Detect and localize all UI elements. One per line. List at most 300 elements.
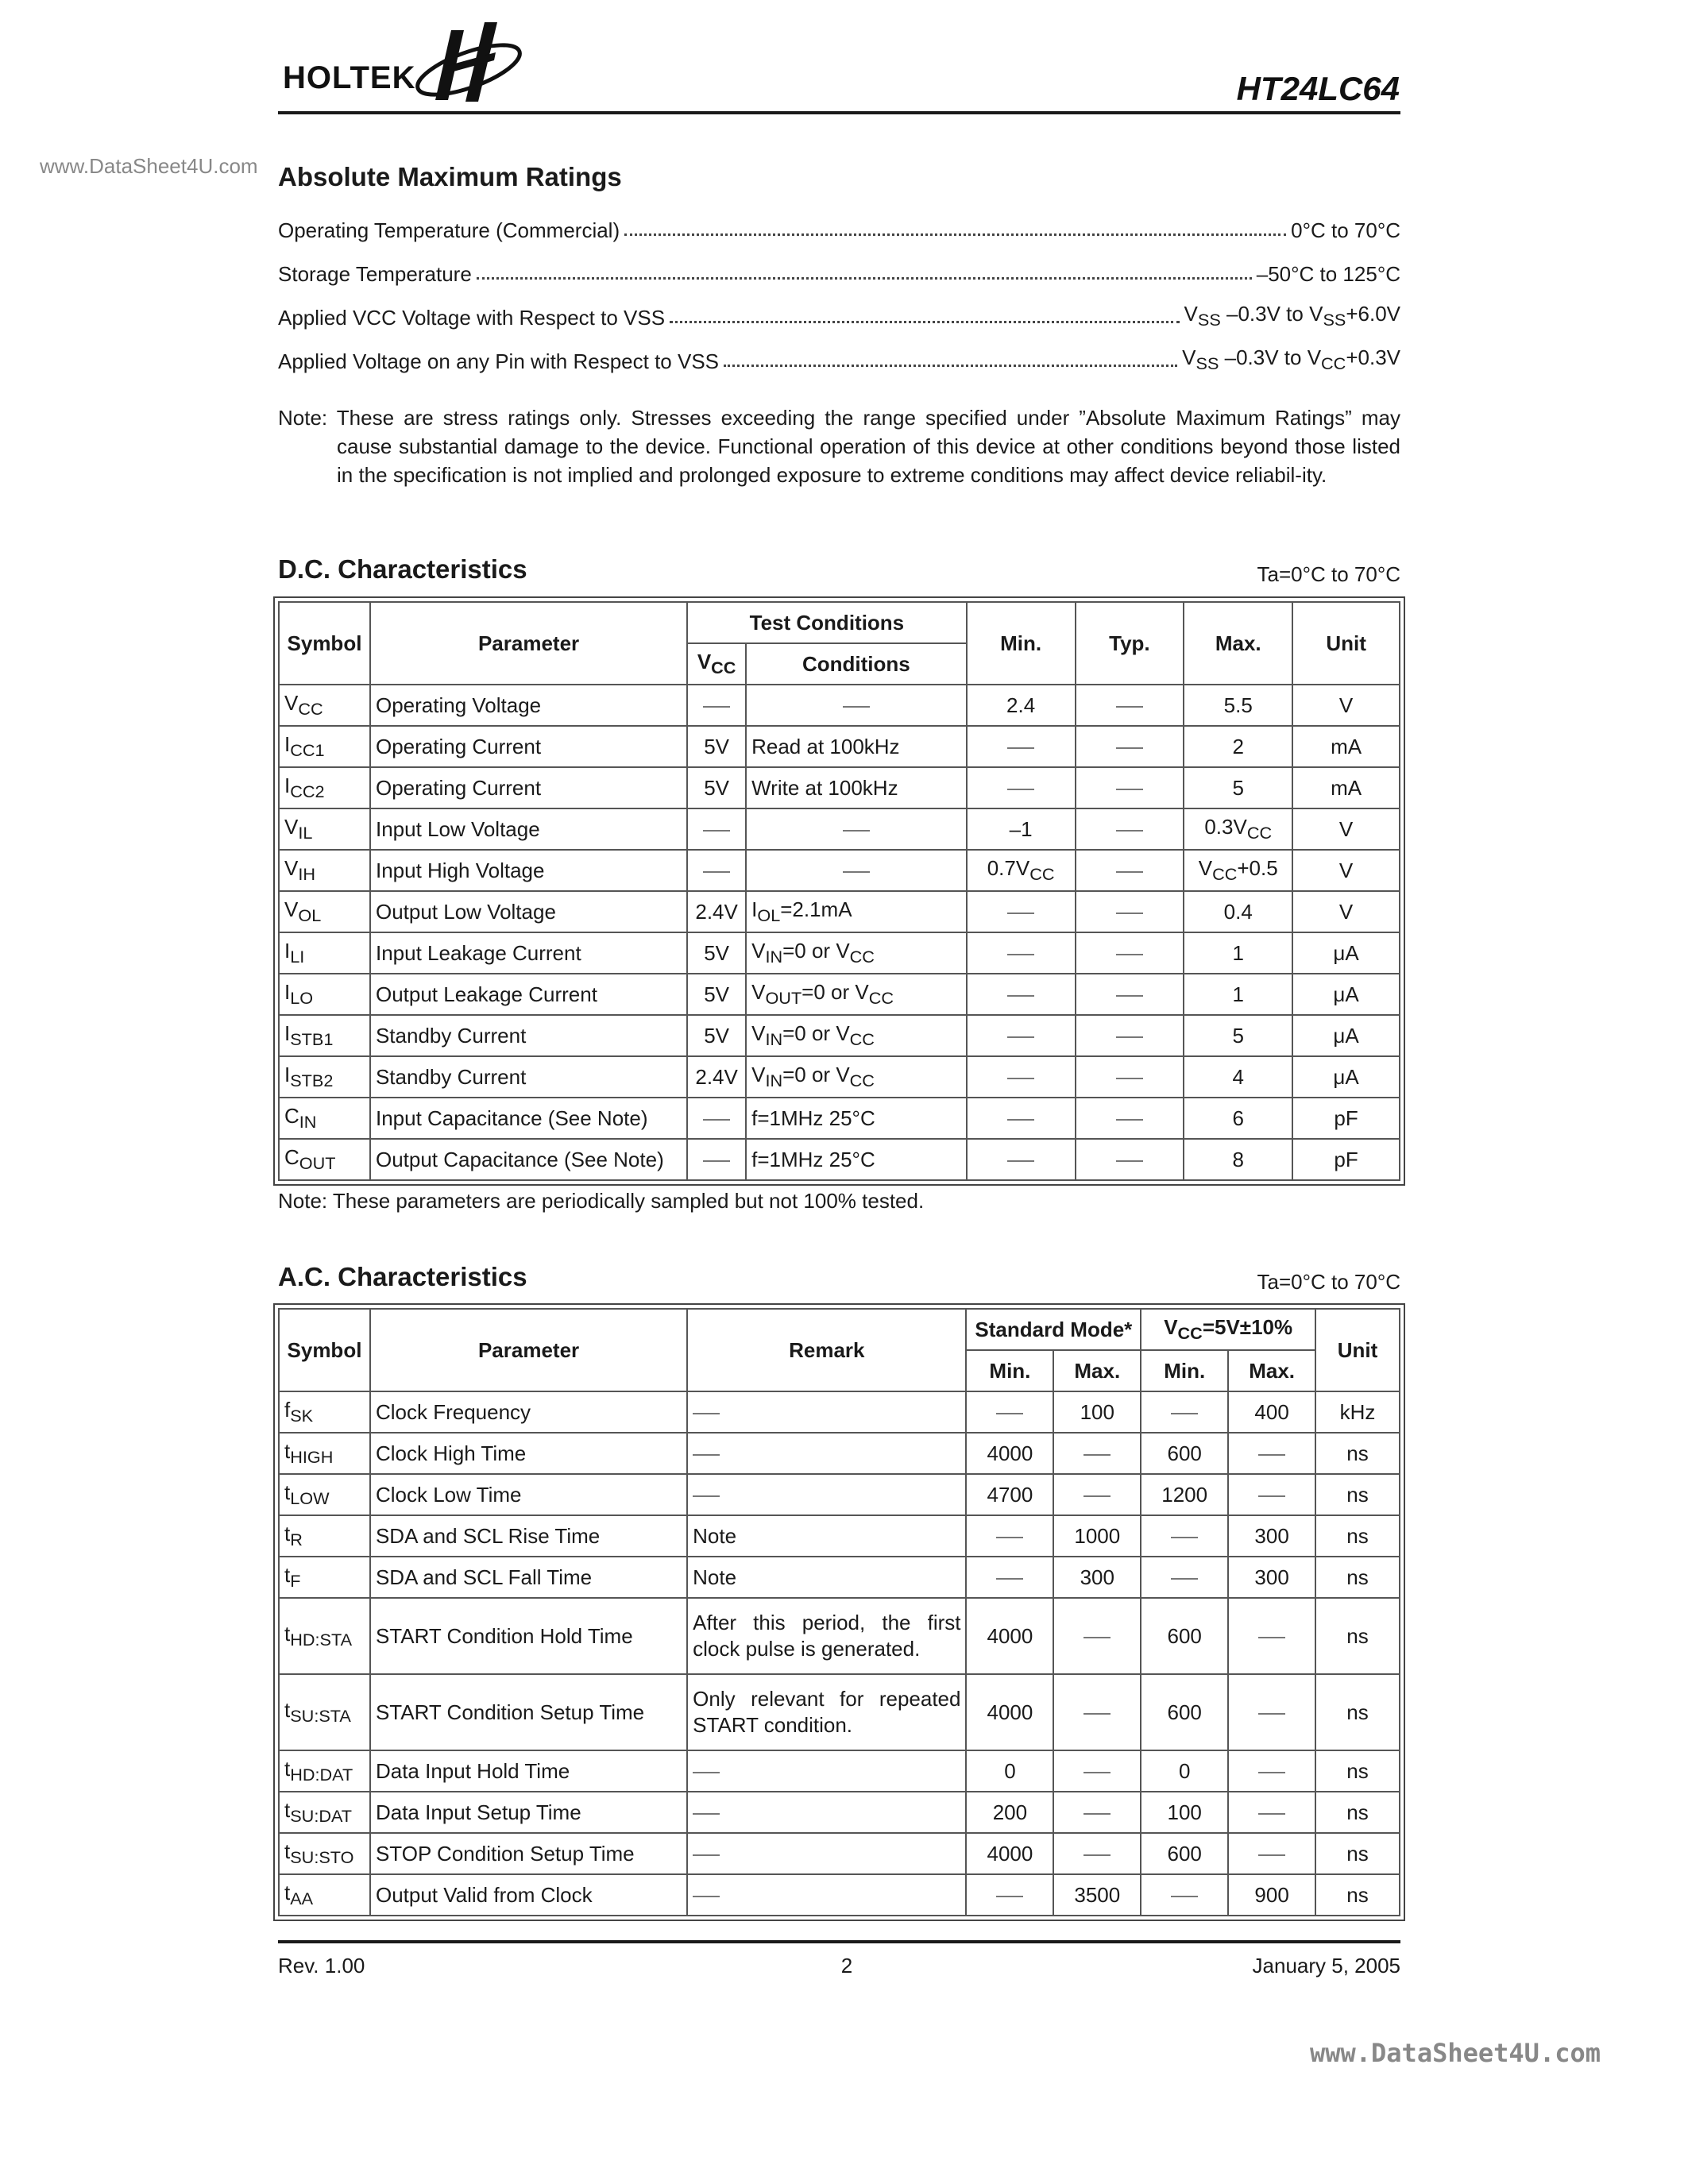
cell-max: 1 — [1184, 932, 1292, 974]
cell-vcc-min — [1141, 1515, 1228, 1557]
col-standard-mode: Standard Mode* — [966, 1309, 1141, 1350]
cell-typ — [1076, 726, 1184, 767]
col-conditions: Conditions — [746, 643, 967, 685]
col-vcc: $V_{CC}$ — [687, 643, 746, 685]
cell-unit: μA — [1292, 974, 1400, 1015]
cell-std-min — [966, 1515, 1053, 1557]
table-row — [279, 1139, 1400, 1180]
dash-icon — [693, 1854, 720, 1856]
dash-icon — [1116, 954, 1143, 955]
ac-table — [278, 1308, 1400, 1916]
cell-vcc-min: 1200 — [1141, 1474, 1228, 1515]
cell-remark — [687, 1874, 966, 1916]
dash-icon — [1083, 1637, 1111, 1638]
cell-remark: After this period, the first clock pulse is generated. — [687, 1598, 966, 1674]
dash-icon — [1116, 706, 1143, 708]
dash-icon — [1171, 1537, 1198, 1538]
col-max: Max. — [1184, 602, 1292, 685]
cell-conditions: $I_{OL}=2.1mA$ — [746, 891, 967, 932]
cell-vcc-max: 900 — [1228, 1874, 1315, 1916]
cell-typ — [1076, 1056, 1184, 1098]
cell-symbol: $C_{IN}$ — [279, 1098, 370, 1139]
cell-unit: ns — [1315, 1874, 1400, 1916]
cell-max: 4 — [1184, 1056, 1292, 1098]
table-row — [279, 1015, 1400, 1056]
cell-parameter: SDA and SCL Fall Time — [370, 1557, 687, 1598]
cell-conditions — [746, 808, 967, 850]
dash-icon — [996, 1537, 1023, 1538]
cell-unit: ns — [1315, 1433, 1400, 1474]
dash-icon — [1083, 1813, 1111, 1815]
cell-unit: ns — [1315, 1557, 1400, 1598]
cell-unit: μA — [1292, 1056, 1400, 1098]
cell-parameter: Operating Voltage — [370, 685, 687, 726]
dash-icon — [1116, 913, 1143, 914]
cell-unit: V — [1292, 850, 1400, 891]
cell-unit: pF — [1292, 1139, 1400, 1180]
cell-std-min — [966, 1391, 1053, 1433]
cell-typ — [1076, 974, 1184, 1015]
footer-revision: Rev. 1.00 — [278, 1954, 365, 1978]
dash-icon — [693, 1454, 720, 1456]
cell-parameter: Data Input Hold Time — [370, 1750, 687, 1792]
note-text: These are stress ratings only. Stresses exceeding the range specified under ”Absolute Maximum Ratings” may cause substantial damage to the device. Functional operation of this device at other conditions beyond those listed in the specification is not implied and prolonged exposure to extreme conditions may affect device reliabil-ity. — [336, 406, 1400, 487]
cell-conditions: $V_{IN}=0$ or $V_{CC}$ — [746, 1056, 967, 1098]
table-row — [279, 1557, 1400, 1598]
cell-typ — [1076, 850, 1184, 891]
cell-symbol: $C_{OUT}$ — [279, 1139, 370, 1180]
cell-std-min: 0 — [966, 1750, 1053, 1792]
cell-vcc-min: 100 — [1141, 1792, 1228, 1833]
cell-remark — [687, 1833, 966, 1874]
cell-parameter: SDA and SCL Rise Time — [370, 1515, 687, 1557]
table-row — [279, 1750, 1400, 1792]
col-vcc-min: Min. — [1141, 1350, 1228, 1391]
dash-icon — [1258, 1713, 1285, 1715]
cell-remark — [687, 1391, 966, 1433]
dc-table — [278, 601, 1400, 1181]
amr-label: Applied Voltage on any Pin with Respect to VSS — [278, 349, 720, 373]
footer-date: January 5, 2005 — [1252, 1954, 1400, 1978]
cell-vcc: 2.4V — [687, 891, 746, 932]
dash-icon — [1116, 1036, 1143, 1038]
cell-parameter: Clock High Time — [370, 1433, 687, 1474]
holtek-logo-text: HOLTEK — [283, 60, 416, 95]
col-vcc-5v: $V_{CC}=5V\pm 10\%$ — [1141, 1309, 1315, 1350]
cell-vcc: 5V — [687, 726, 746, 767]
amr-row — [278, 211, 1400, 243]
dash-icon — [1083, 1772, 1111, 1773]
amr-row — [278, 299, 1400, 330]
cell-std-max — [1053, 1750, 1141, 1792]
col-remark: Remark — [687, 1309, 966, 1391]
col-parameter: Parameter — [370, 1309, 687, 1391]
dc-title: D.C. Characteristics — [278, 554, 527, 584]
cell-max: 5 — [1184, 1015, 1292, 1056]
cell-vcc-min: 600 — [1141, 1598, 1228, 1674]
cell-unit: ns — [1315, 1598, 1400, 1674]
dc-ta: Ta=0°C to 70°C — [1257, 562, 1400, 586]
table-row — [279, 1474, 1400, 1515]
cell-unit: ns — [1315, 1833, 1400, 1874]
table-row — [279, 1874, 1400, 1916]
dash-icon — [693, 1813, 720, 1815]
cell-parameter: Operating Current — [370, 726, 687, 767]
cell-vcc: 5V — [687, 767, 746, 808]
cell-symbol: $t_F$ — [279, 1557, 370, 1598]
amr-label: Applied VCC Voltage with Respect to VSS — [278, 306, 666, 330]
cell-std-max — [1053, 1833, 1141, 1874]
leader-dots — [624, 233, 1286, 236]
table-row — [279, 1433, 1400, 1474]
cell-max: $V_{CC}+0.5$ — [1184, 850, 1292, 891]
cell-parameter: Operating Current — [370, 767, 687, 808]
dash-icon — [1116, 747, 1143, 749]
cell-remark — [687, 1433, 966, 1474]
dash-icon — [996, 1896, 1023, 1897]
cell-vcc-min: 600 — [1141, 1833, 1228, 1874]
cell-remark: Note — [687, 1557, 966, 1598]
note-lead: Note: — [278, 406, 328, 430]
cell-vcc — [687, 685, 746, 726]
cell-symbol: $t_{HIGH}$ — [279, 1433, 370, 1474]
dash-icon — [1116, 1160, 1143, 1162]
cell-std-max: 1000 — [1053, 1515, 1141, 1557]
col-min: Min. — [967, 602, 1076, 685]
cell-std-min: 4000 — [966, 1833, 1053, 1874]
dash-icon — [703, 1160, 730, 1162]
amr-label: Storage Temperature — [278, 262, 472, 286]
dash-icon — [703, 706, 730, 708]
col-symbol: Symbol — [279, 602, 370, 685]
dash-icon — [1007, 954, 1034, 955]
dash-icon — [693, 1495, 720, 1497]
dash-icon — [843, 830, 870, 832]
cell-vcc-min — [1141, 1557, 1228, 1598]
cell-min — [967, 974, 1076, 1015]
cell-typ — [1076, 685, 1184, 726]
dash-icon — [1116, 789, 1143, 790]
cell-parameter: Input Leakage Current — [370, 932, 687, 974]
cell-remark — [687, 1750, 966, 1792]
table-row — [279, 1792, 1400, 1833]
cell-std-max: 100 — [1053, 1391, 1141, 1433]
cell-symbol: $V_{CC}$ — [279, 685, 370, 726]
cell-min — [967, 726, 1076, 767]
cell-vcc-min — [1141, 1391, 1228, 1433]
cell-symbol: $t_{HD:DAT}$ — [279, 1750, 370, 1792]
footer-page-number: 2 — [840, 1954, 853, 1978]
cell-vcc: 2.4V — [687, 1056, 746, 1098]
dash-icon — [1007, 747, 1034, 749]
dash-icon — [996, 1578, 1023, 1580]
cell-symbol: $V_{IL}$ — [279, 808, 370, 850]
cell-remark — [687, 1474, 966, 1515]
amr-value: $V_{SS}$ –0.3V to $V_{SS}+6.0V$ — [1184, 301, 1400, 330]
cell-vcc-max — [1228, 1433, 1315, 1474]
cell-parameter: Output Leakage Current — [370, 974, 687, 1015]
cell-max: 0.4 — [1184, 891, 1292, 932]
dash-icon — [1258, 1813, 1285, 1815]
cell-vcc-max — [1228, 1750, 1315, 1792]
leader-dots — [477, 277, 1252, 280]
dash-icon — [996, 1413, 1023, 1414]
table-row — [279, 1098, 1400, 1139]
cell-std-min: 4000 — [966, 1674, 1053, 1750]
table-row — [279, 726, 1400, 767]
ac-ta: Ta=0°C to 70°C — [1257, 1270, 1400, 1294]
table-row — [279, 1833, 1400, 1874]
cell-min — [967, 891, 1076, 932]
col-std-min: Min. — [966, 1350, 1053, 1391]
cell-remark: Only relevant for repeated START condition. — [687, 1674, 966, 1750]
amr-row — [278, 342, 1400, 374]
leader-dots — [724, 365, 1177, 367]
cell-typ — [1076, 932, 1184, 974]
cell-max: 2 — [1184, 726, 1292, 767]
table-row — [279, 1391, 1400, 1433]
dash-icon — [1083, 1495, 1111, 1497]
cell-vcc-max — [1228, 1674, 1315, 1750]
cell-vcc-max: 400 — [1228, 1391, 1315, 1433]
cell-std-min: 4000 — [966, 1598, 1053, 1674]
cell-symbol: $t_{SU:STA}$ — [279, 1674, 370, 1750]
cell-conditions: f=1MHz 25°C — [746, 1098, 967, 1139]
dash-icon — [1007, 1119, 1034, 1121]
cell-typ — [1076, 808, 1184, 850]
cell-unit: pF — [1292, 1098, 1400, 1139]
cell-symbol: $I_{CC2}$ — [279, 767, 370, 808]
dash-icon — [843, 706, 870, 708]
dash-icon — [1007, 995, 1034, 997]
amr-row — [278, 255, 1400, 287]
cell-max: $0.3V_{CC}$ — [1184, 808, 1292, 850]
cell-vcc-max — [1228, 1833, 1315, 1874]
cell-std-max — [1053, 1433, 1141, 1474]
cell-min: –1 — [967, 808, 1076, 850]
cell-std-max — [1053, 1474, 1141, 1515]
cell-parameter: Output Valid from Clock — [370, 1874, 687, 1916]
cell-symbol: $t_R$ — [279, 1515, 370, 1557]
cell-std-max — [1053, 1792, 1141, 1833]
table-row — [279, 1598, 1400, 1674]
dash-icon — [703, 871, 730, 873]
cell-min: 2.4 — [967, 685, 1076, 726]
cell-unit: V — [1292, 685, 1400, 726]
cell-parameter: Clock Frequency — [370, 1391, 687, 1433]
cell-parameter: Input Capacitance (See Note) — [370, 1098, 687, 1139]
dash-icon — [703, 1119, 730, 1121]
dash-icon — [1007, 913, 1034, 914]
cell-std-max: 300 — [1053, 1557, 1141, 1598]
dash-icon — [1116, 871, 1143, 873]
col-symbol: Symbol — [279, 1309, 370, 1391]
cell-symbol: $V_{IH}$ — [279, 850, 370, 891]
table-row — [279, 1674, 1400, 1750]
dc-note: Note: These parameters are periodically sampled but not 100% tested. — [278, 1189, 925, 1213]
cell-unit: ns — [1315, 1792, 1400, 1833]
cell-symbol: $t_{SU:DAT}$ — [279, 1792, 370, 1833]
dash-icon — [1083, 1854, 1111, 1856]
cell-vcc — [687, 850, 746, 891]
table-row — [279, 1056, 1400, 1098]
cell-remark: Note — [687, 1515, 966, 1557]
amr-value: 0°C to 70°C — [1291, 218, 1400, 242]
cell-unit: V — [1292, 891, 1400, 932]
cell-parameter: Standby Current — [370, 1015, 687, 1056]
cell-vcc-max — [1228, 1474, 1315, 1515]
cell-vcc-max — [1228, 1792, 1315, 1833]
cell-min — [967, 932, 1076, 974]
cell-symbol: $t_{HD:STA}$ — [279, 1598, 370, 1674]
dash-icon — [1007, 1036, 1034, 1038]
cell-parameter: Input High Voltage — [370, 850, 687, 891]
cell-unit: mA — [1292, 767, 1400, 808]
col-test-conditions: Test Conditions — [687, 602, 967, 643]
dash-icon — [1116, 830, 1143, 832]
table-row — [279, 891, 1400, 932]
cell-min — [967, 1139, 1076, 1180]
cell-std-min: 4000 — [966, 1433, 1053, 1474]
cell-parameter: Output Low Voltage — [370, 891, 687, 932]
cell-symbol: $I_{STB1}$ — [279, 1015, 370, 1056]
cell-vcc-min: 600 — [1141, 1433, 1228, 1474]
cell-parameter: STOP Condition Setup Time — [370, 1833, 687, 1874]
table-row — [279, 685, 1400, 726]
dash-icon — [1258, 1854, 1285, 1856]
header-rule — [278, 111, 1400, 114]
watermark-bottom: www.DataSheet4U.com — [1309, 2038, 1601, 2068]
dash-icon — [1083, 1713, 1111, 1715]
cell-min — [967, 1015, 1076, 1056]
leader-dots — [670, 321, 1180, 323]
dash-icon — [693, 1772, 720, 1773]
dash-icon — [703, 830, 730, 832]
cell-unit: ns — [1315, 1474, 1400, 1515]
col-unit: Unit — [1315, 1309, 1400, 1391]
watermark-top: www.DataSheet4U.com — [40, 154, 258, 178]
cell-vcc-max: 300 — [1228, 1557, 1315, 1598]
cell-vcc: 5V — [687, 974, 746, 1015]
amr-label: Operating Temperature (Commercial) — [278, 218, 620, 242]
amr-title: Absolute Maximum Ratings — [278, 162, 622, 191]
dash-icon — [1258, 1637, 1285, 1638]
cell-unit: ns — [1315, 1515, 1400, 1557]
col-parameter: Parameter — [370, 602, 687, 685]
document-title: HT24LC64 — [1236, 70, 1400, 107]
cell-min — [967, 767, 1076, 808]
dash-icon — [1171, 1413, 1198, 1414]
cell-vcc — [687, 1139, 746, 1180]
dash-icon — [1258, 1495, 1285, 1497]
dash-icon — [1007, 1160, 1034, 1162]
cell-unit: ns — [1315, 1750, 1400, 1792]
cell-conditions: Write at 100kHz — [746, 767, 967, 808]
col-typ: Typ. — [1076, 602, 1184, 685]
cell-symbol: $V_{OL}$ — [279, 891, 370, 932]
cell-typ — [1076, 1139, 1184, 1180]
dash-icon — [1083, 1454, 1111, 1456]
cell-vcc: 5V — [687, 932, 746, 974]
cell-std-max: 3500 — [1053, 1874, 1141, 1916]
cell-conditions: Read at 100kHz — [746, 726, 967, 767]
table-row — [279, 850, 1400, 891]
cell-min — [967, 1056, 1076, 1098]
cell-vcc-min — [1141, 1874, 1228, 1916]
cell-parameter: Input Low Voltage — [370, 808, 687, 850]
cell-min: $0.7V_{CC}$ — [967, 850, 1076, 891]
cell-vcc — [687, 1098, 746, 1139]
cell-typ — [1076, 891, 1184, 932]
table-row — [279, 767, 1400, 808]
dash-icon — [1258, 1772, 1285, 1773]
cell-symbol: $I_{STB2}$ — [279, 1056, 370, 1098]
dash-icon — [1116, 1119, 1143, 1121]
cell-conditions: $V_{IN}=0$ or $V_{CC}$ — [746, 932, 967, 974]
cell-symbol: $t_{LOW}$ — [279, 1474, 370, 1515]
amr-value: –50°C to 125°C — [1256, 262, 1400, 286]
cell-std-min — [966, 1557, 1053, 1598]
cell-max: 1 — [1184, 974, 1292, 1015]
cell-max: 5.5 — [1184, 685, 1292, 726]
cell-unit: V — [1292, 808, 1400, 850]
dash-icon — [1116, 1078, 1143, 1079]
cell-unit: ns — [1315, 1674, 1400, 1750]
dash-icon — [1171, 1578, 1198, 1580]
dash-icon — [1007, 1078, 1034, 1079]
cell-vcc-max: 300 — [1228, 1515, 1315, 1557]
cell-symbol: $t_{AA}$ — [279, 1874, 370, 1916]
dash-icon — [1116, 995, 1143, 997]
cell-symbol: $f_{SK}$ — [279, 1391, 370, 1433]
cell-vcc-min: 600 — [1141, 1674, 1228, 1750]
cell-vcc-min: 0 — [1141, 1750, 1228, 1792]
table-row — [279, 974, 1400, 1015]
cell-unit: μA — [1292, 1015, 1400, 1056]
col-unit: Unit — [1292, 602, 1400, 685]
cell-symbol: $I_{CC1}$ — [279, 726, 370, 767]
cell-parameter: START Condition Setup Time — [370, 1674, 687, 1750]
cell-remark — [687, 1792, 966, 1833]
dash-icon — [693, 1896, 720, 1897]
dash-icon — [1171, 1896, 1198, 1897]
amr-note — [278, 403, 1400, 489]
table-row — [279, 932, 1400, 974]
table-row — [279, 1515, 1400, 1557]
cell-typ — [1076, 1098, 1184, 1139]
cell-parameter: START Condition Hold Time — [370, 1598, 687, 1674]
cell-std-min: 200 — [966, 1792, 1053, 1833]
cell-max: 6 — [1184, 1098, 1292, 1139]
cell-symbol: $I_{LI}$ — [279, 932, 370, 974]
cell-unit: mA — [1292, 726, 1400, 767]
cell-symbol: $I_{LO}$ — [279, 974, 370, 1015]
cell-vcc-max — [1228, 1598, 1315, 1674]
cell-std-min — [966, 1874, 1053, 1916]
cell-std-max — [1053, 1598, 1141, 1674]
cell-parameter: Data Input Setup Time — [370, 1792, 687, 1833]
cell-conditions: f=1MHz 25°C — [746, 1139, 967, 1180]
cell-parameter: Standby Current — [370, 1056, 687, 1098]
cell-unit: μA — [1292, 932, 1400, 974]
cell-std-min: 4700 — [966, 1474, 1053, 1515]
footer-rule — [278, 1940, 1400, 1943]
cell-vcc: 5V — [687, 1015, 746, 1056]
cell-typ — [1076, 1015, 1184, 1056]
col-vcc-max: Max. — [1228, 1350, 1315, 1391]
dash-icon — [1007, 789, 1034, 790]
cell-vcc — [687, 808, 746, 850]
